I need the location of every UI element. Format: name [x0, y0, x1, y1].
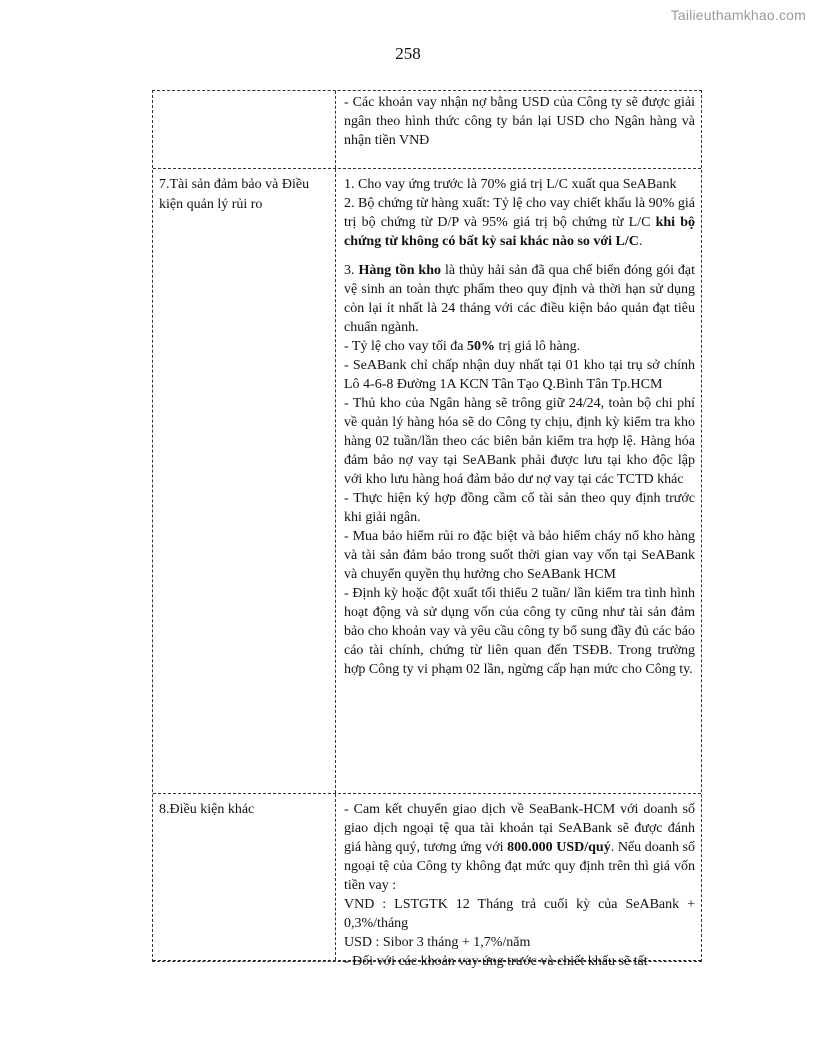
terms-table [152, 90, 702, 969]
table-row [153, 169, 701, 794]
row-label: 7.Tài sản đảm bảo và Điều kiện quản lý rủi ro [153, 169, 336, 793]
content-paragraph: - Thủ kho của Ngân hàng sẽ trông giữ 24/24, toàn bộ chi phí về quản lý hàng hóa sẽ do Công ty chịu, định kỳ kiểm tra kho hàng 02 tuần/lần theo các biên bản kiểm tra hợp lệ. Hàng hóa đảm bảo nợ vay tại SeABank phải được lưu tại kho độc lập với kho lưu hàng hoá đảm bảo dư nợ vay tại các TCTD khác [344, 396, 695, 487]
row-content [336, 794, 701, 969]
page-number: 258 [395, 44, 421, 63]
content-paragraph: - Các khoản vay nhận nợ bằng USD của Công ty sẽ được giải ngân theo hình thức công ty bán lại USD cho Ngân hàng và nhận tiền VNĐ [344, 95, 695, 148]
content-paragraph: - Thực hiện ký hợp đồng cầm cố tài sản theo quy định trước khi giải ngân. [344, 491, 695, 525]
row-content [336, 169, 701, 793]
content-paragraph: 2. Bộ chứng từ hàng xuất: Tỷ lệ cho vay chiết khấu là 90% giá trị bộ chứng từ D/P và 95% giá trị bộ chứng từ L/C khi bộ chứng từ không có bất kỳ sai khác nào so với L/C. [344, 196, 696, 249]
content-paragraph: 1. Cho vay ứng trước là 70% giá trị L/C xuất qua SeABank [344, 177, 677, 192]
content-paragraph: VND : LSTGTK 12 Tháng trả cuối kỳ của SeABank + 0,3%/tháng [344, 897, 695, 931]
row-label [153, 91, 336, 168]
row-content [336, 91, 701, 168]
row-label: 8.Điều kiện khác [153, 794, 336, 960]
content-paragraph: 3. Hàng tồn kho là thủy hải sản đã qua chế biến đóng gói đạt vệ sinh an toàn thực phẩm theo quy định và thời hạn sử dụng còn lại ít nhất là 24 tháng với các điều kiện bảo quản đạt tiêu chuẩn ngành. [344, 263, 696, 335]
content-paragraph: - Mua bảo hiểm rủi ro đặc biệt và bảo hiểm cháy nổ kho hàng và tài sản đảm bảo trong suốt thời gian vay vốn tại SeABank và chuyển quyền thụ hưởng cho SeABank HCM [344, 529, 695, 582]
emphasis-text: Hàng tồn kho [358, 263, 442, 278]
content-paragraph: USD : Sibor 3 tháng + 1,7%/năm [344, 935, 531, 950]
content-paragraph: - Đối với các khoản vay ứng trước và chiết khấu sẽ tất [344, 954, 648, 969]
content-paragraph: - Cam kết chuyển giao dịch về SeaBank-HCM với doanh số giao dịch ngoại tệ qua tài khoản tại SeABank sẽ được đánh giá hàng quý, tương ứng với 800.000 USD/quý. Nếu doanh số ngoại tệ của Công ty không đạt mức quy định trên thì giá vốn tiền vay : [344, 802, 695, 893]
content-paragraph: - Tỷ lệ cho vay tối đa 50% trị giá lô hàng. [344, 339, 581, 354]
emphasis-text: khi bộ chứng từ không có bất kỳ sai khác nào so với L/C [344, 215, 696, 249]
content-paragraph: - SeABank chỉ chấp nhận duy nhất tại 01 kho tại trụ sở chính Lô 4-6-8 Đường 1A KCN Tân Tạo Q.Bình Tân Tp.HCM [344, 358, 695, 392]
watermark: Tailieuthamkhao.com [670, 7, 806, 23]
content-paragraph: - Định kỳ hoặc đột xuất tối thiểu 2 tuần/ lần kiểm tra tình hình hoạt động và sử dụng vốn của công ty cũng như tài sản đảm bảo cho khoản vay và yêu cầu công ty bổ sung đầy đủ các báo cáo tài chính, chứng từ liên quan đến TSĐB. Trong trường hợp Công ty vi phạm 02 lần, ngừng cấp hạn mức cho Công ty. [344, 586, 695, 677]
emphasis-text: 800.000 USD/quý [507, 840, 611, 855]
table-row [153, 794, 701, 969]
emphasis-text: 50% [467, 339, 495, 354]
table-row [153, 91, 701, 169]
